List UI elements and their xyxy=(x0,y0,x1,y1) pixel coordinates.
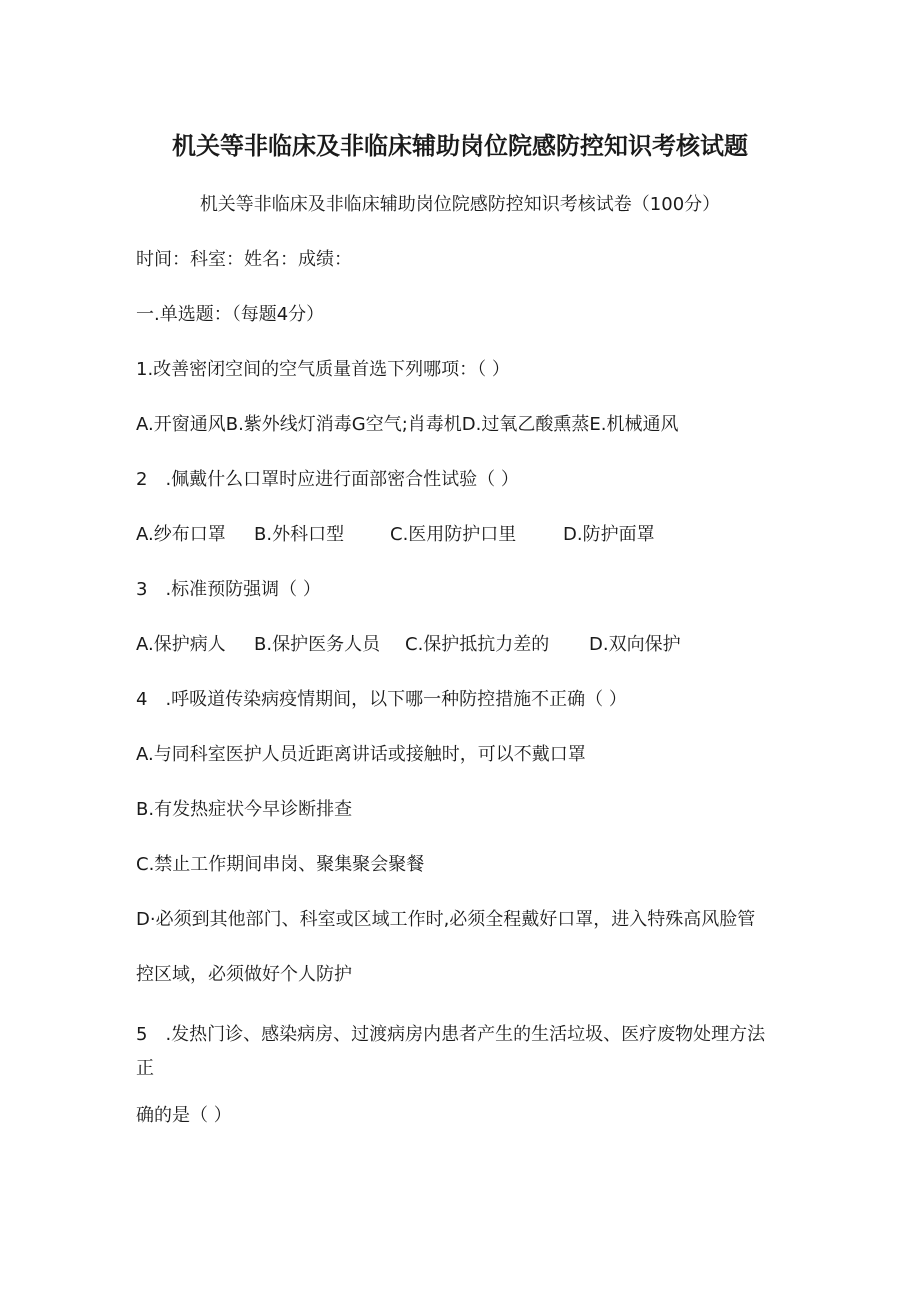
question-4-option-b: B.有发热症状今早诊断排查 xyxy=(136,799,353,820)
exam-subtitle: 机关等非临床及非临床辅助岗位院感防控知识考核试卷（100分） xyxy=(199,194,721,215)
question-2-option-a: A.纱布口罩 xyxy=(136,524,226,545)
question-4-option-c: C.禁止工作期间串岗、聚集聚会聚餐 xyxy=(136,854,425,875)
question-2-option-c: C.医用防护口里 xyxy=(390,524,517,545)
info-line: 时间：科室：姓名：成绩： xyxy=(136,249,352,270)
question-4-option-d-line-2: 控区域，必须做好个人防护 xyxy=(136,964,352,985)
question-4-option-a: A.与同科室医护人员近距离讲话或接触时，可以不戴口罩 xyxy=(136,744,586,765)
question-3-stem: 3 .标准预防强调（ ） xyxy=(136,579,321,600)
question-3-option-a: A.保护病人 xyxy=(136,634,226,655)
document-title: 机关等非临床及非临床辅助岗位院感防控知识考核试题 xyxy=(172,132,748,160)
question-2-option-d: D.防护面罩 xyxy=(563,524,655,545)
question-2-stem: 2 .佩戴什么口罩时应进行面部密合性试验（ ） xyxy=(136,469,519,490)
section-heading: 一.单选题：（每题4分） xyxy=(136,304,325,325)
question-4-option-d-line-1: D·必须到其他部门、科室或区域工作时,必须全程戴好口罩，进入特殊高风脸管 xyxy=(136,909,756,930)
question-1-options: A.开窗通风B.紫外线灯消毒G空气;肖毒机D.过氧乙酸熏蒸E.机械通风 xyxy=(136,414,679,435)
question-5-stem-line-2: 确的是（ ） xyxy=(136,1105,232,1126)
question-1-stem: 1.改善密闭空间的空气质量首选下列哪项：（ ） xyxy=(136,359,510,380)
question-5-stem-line-1: 5 .发热门诊、感染病房、过渡病房内患者产生的生活垃圾、医疗废物处理方法正 xyxy=(136,1024,766,1079)
question-3-option-d: D.双向保护 xyxy=(589,634,681,655)
question-4-stem: 4 .呼吸道传染病疫情期间，以下哪一种防控措施不正确（ ） xyxy=(136,689,627,710)
question-3-option-c: C.保护抵抗力差的 xyxy=(405,634,550,655)
question-2-option-b: B.外科口型 xyxy=(254,524,345,545)
question-3-option-b: B.保护医务人员 xyxy=(254,634,381,655)
